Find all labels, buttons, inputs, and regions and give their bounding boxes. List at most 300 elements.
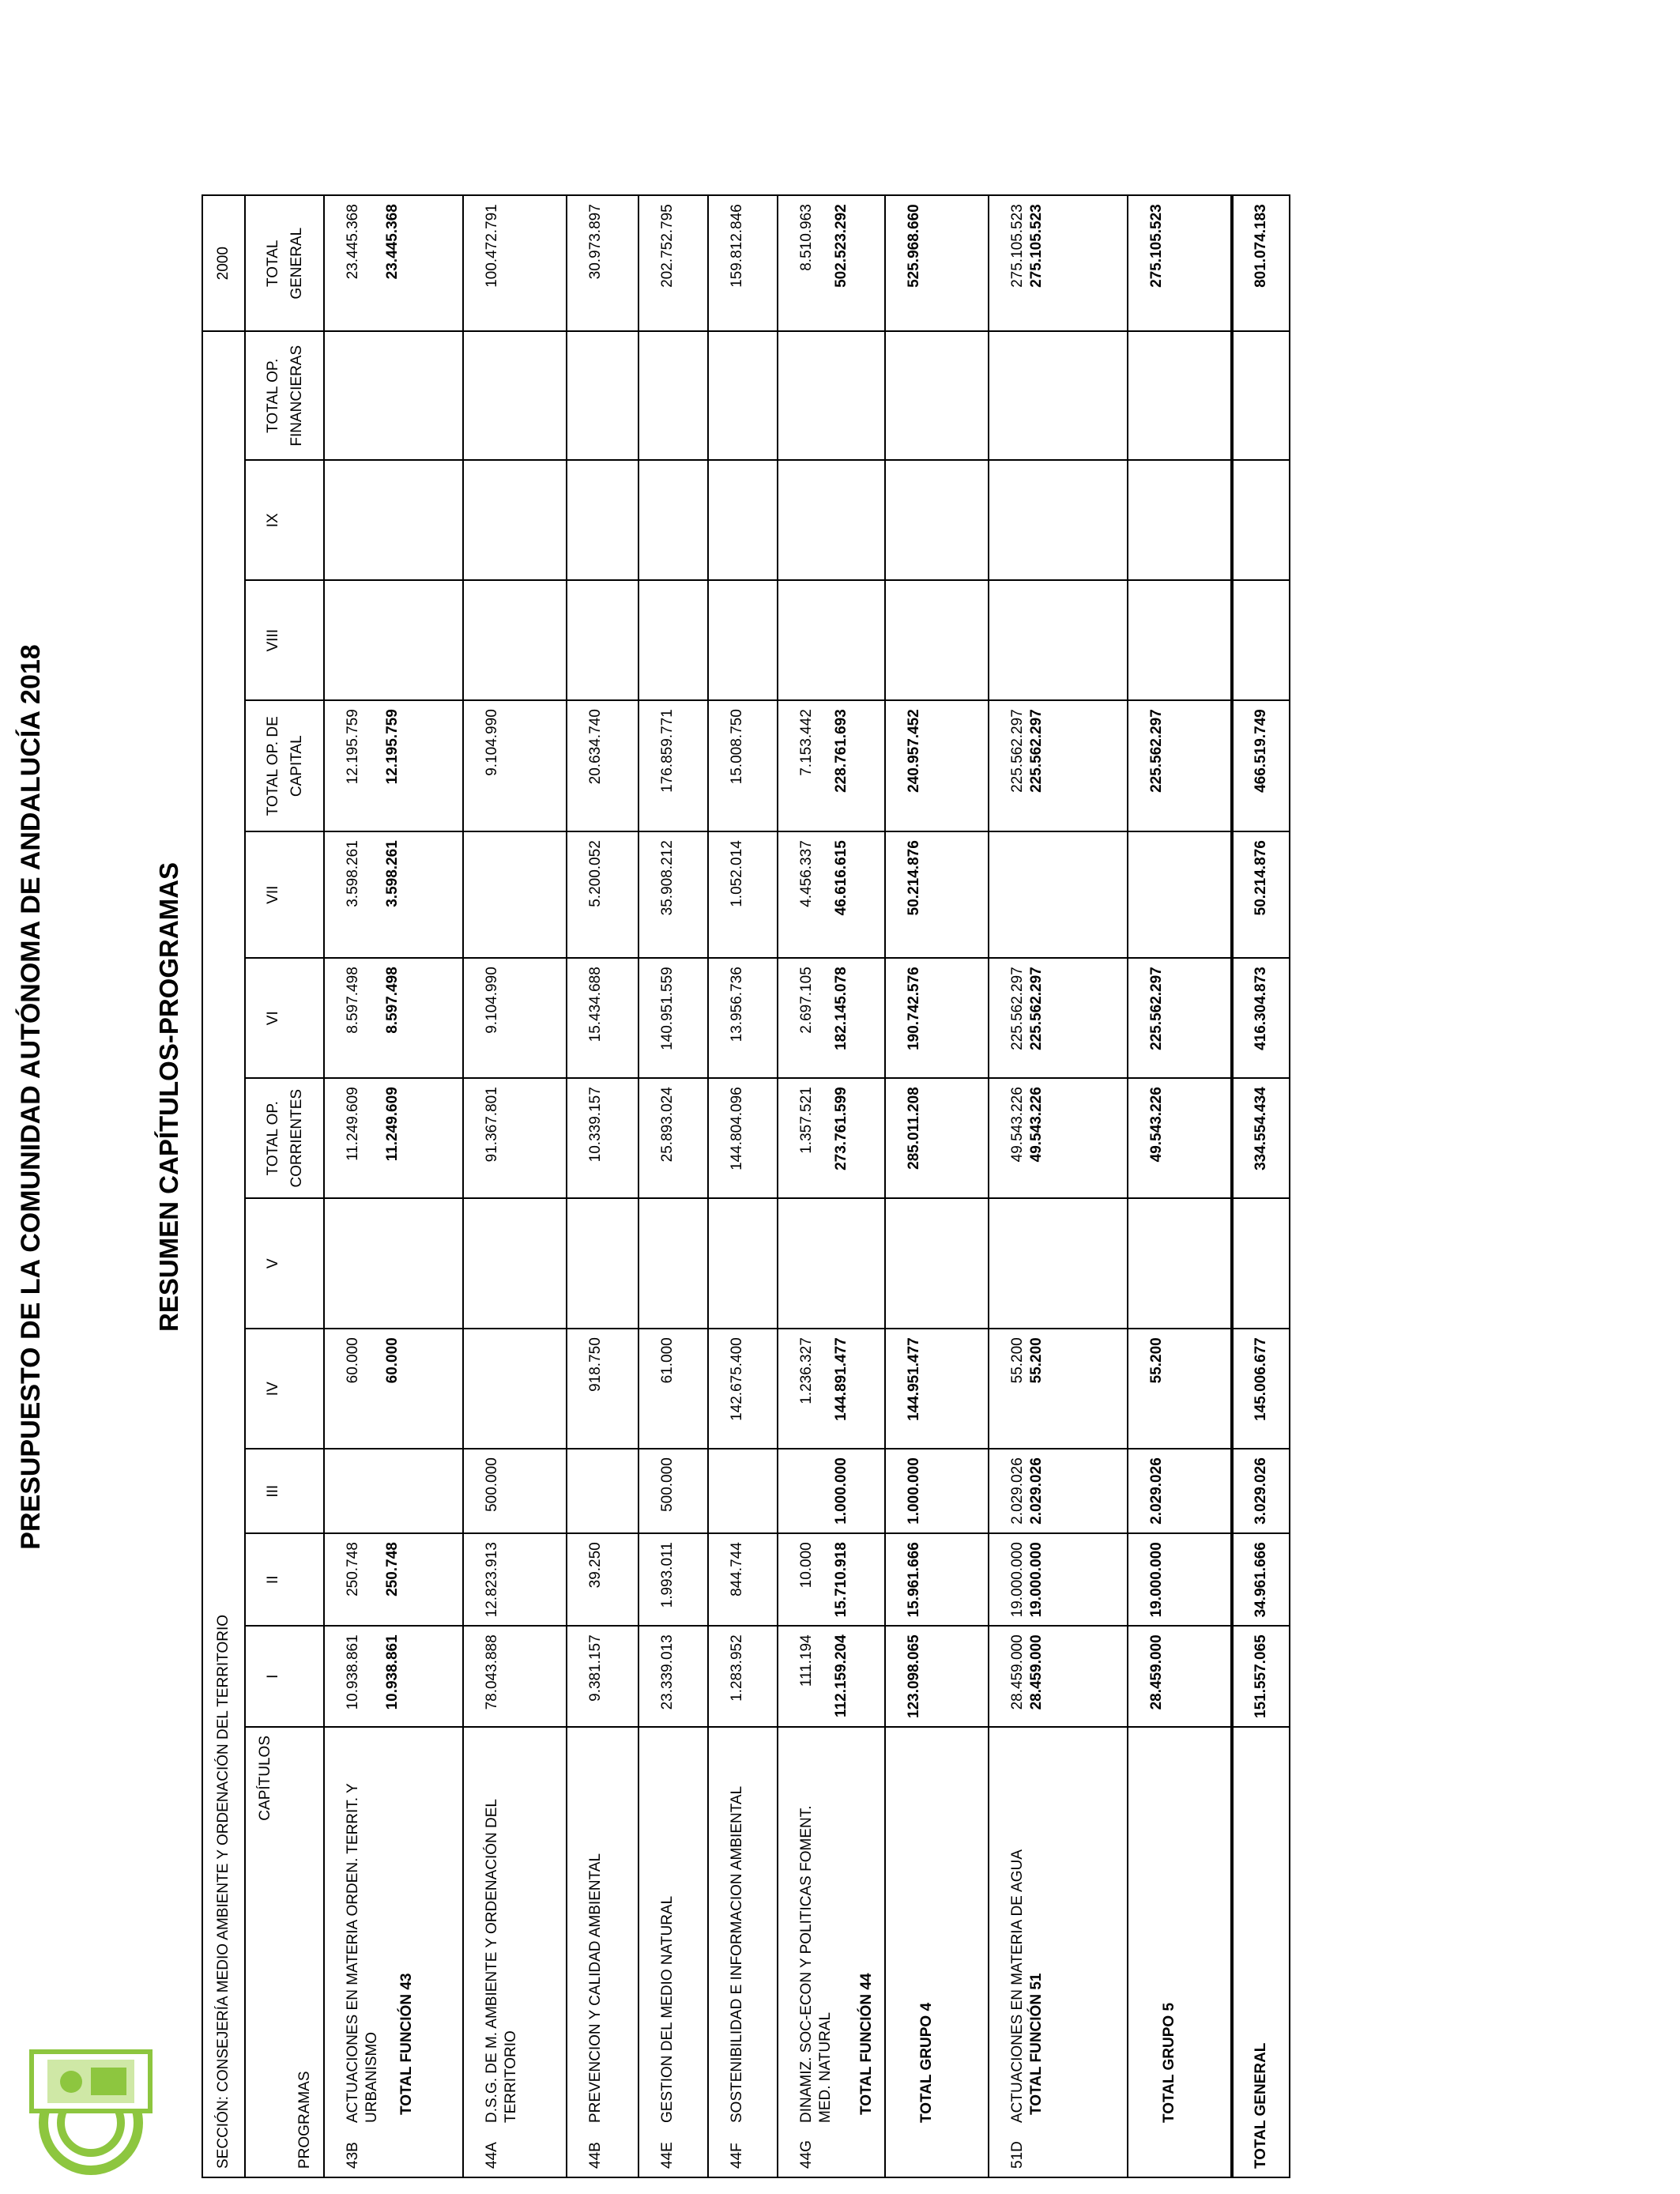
header-total-corrientes (245, 1078, 324, 1198)
program-code: 44B (587, 2142, 604, 2169)
value-cell (885, 1626, 989, 1727)
cell-value: 2.029.026 (1028, 1457, 1045, 1525)
value-cell (324, 1449, 463, 1533)
value-cell (778, 331, 885, 460)
program-name: ACTUACIONES EN MATERIA ORDEN. TERRIT. Y URBANISMO (345, 1783, 380, 2123)
cell-value: 10.938.861 (384, 1634, 401, 1710)
cell-value: 19.000.000 (1009, 1542, 1026, 1618)
value-cell (885, 958, 989, 1078)
value-cell (324, 1626, 463, 1727)
total-line (397, 1736, 416, 2169)
value-cell (778, 958, 885, 1078)
value-cell (778, 1533, 885, 1626)
cell-value (1147, 589, 1166, 692)
cell-value: 2.029.026 (1009, 1457, 1026, 1525)
value-cell (989, 700, 1128, 831)
cell-value: 144.951.477 (906, 1337, 922, 1421)
cell-value: 275.105.523 (1148, 204, 1165, 288)
table-row (885, 195, 989, 2177)
cell-value: 112.159.204 (833, 1634, 849, 1717)
value-cell (778, 1626, 885, 1727)
value-cell (567, 1078, 638, 1198)
value-cell (1128, 1078, 1232, 1198)
value-cell (708, 958, 778, 1078)
value-cell (1232, 1198, 1290, 1329)
program-name: TOTAL GRUPO 4 (918, 2002, 935, 2123)
total-line (1027, 1736, 1046, 2169)
cell-value: 225.562.297 (1028, 709, 1045, 793)
cell-value: 49.543.226 (1148, 1087, 1165, 1163)
cell-value: 225.562.297 (1009, 709, 1026, 793)
value-cell (324, 700, 463, 831)
program-line (797, 1736, 835, 2169)
cell-value: 3.598.261 (345, 840, 361, 907)
value-cell (324, 958, 463, 1078)
cell-value: 502.523.292 (833, 204, 849, 288)
value-cell (1128, 460, 1232, 580)
cell-value: 10.339.157 (587, 1087, 604, 1163)
value-cell (463, 958, 567, 1078)
value-cell (324, 195, 463, 331)
value-cell (463, 1626, 567, 1727)
program-name: GESTION DEL MEDIO NATURAL (659, 1895, 676, 2123)
value-cell (567, 1533, 638, 1626)
value-cell (885, 1533, 989, 1626)
program-line (483, 1736, 521, 2169)
value-cell (638, 1449, 708, 1533)
cell-value (1027, 1207, 1046, 1320)
cell-value (344, 340, 363, 451)
cell-value (905, 589, 924, 692)
value-cell (324, 1198, 463, 1329)
value-cell (1232, 460, 1290, 580)
value-cell (1128, 831, 1232, 958)
value-cell (638, 195, 708, 331)
value-cell (1232, 700, 1290, 831)
cell-value (832, 469, 851, 571)
cell-value: 55.200 (1028, 1337, 1045, 1384)
cell-value: 15.961.666 (906, 1542, 922, 1618)
cell-value (797, 1457, 816, 1525)
program-cell (1232, 1727, 1290, 2177)
cell-value: 100.472.791 (484, 204, 500, 288)
table-row (324, 195, 463, 2177)
cell-value: 50.214.876 (906, 840, 922, 916)
value-cell (463, 580, 567, 700)
value-cell (1232, 195, 1290, 331)
value-cell (1128, 1533, 1232, 1626)
cell-value: 30.973.897 (587, 204, 604, 280)
cell-value: 34.961.666 (1252, 1542, 1269, 1618)
value-cell (885, 195, 989, 331)
cell-value: 7.153.442 (798, 709, 815, 776)
value-cell (778, 195, 885, 331)
cell-value (905, 469, 924, 571)
value-cell (989, 460, 1128, 580)
value-cell (989, 1449, 1128, 1533)
cell-value: 78.043.888 (484, 1634, 500, 1710)
value-cell (638, 331, 708, 460)
value-cell (1128, 580, 1232, 700)
header-c2: II (245, 1533, 324, 1626)
cell-value: 23.339.013 (659, 1634, 676, 1710)
cell-value: 801.074.183 (1252, 204, 1269, 288)
table-row (1232, 195, 1290, 2177)
cell-value: 273.761.599 (833, 1087, 849, 1171)
value-cell (708, 1198, 778, 1329)
cell-value (483, 1207, 502, 1320)
cell-value (658, 1207, 677, 1320)
header-programas-label: PROGRAMAS (296, 2071, 313, 2169)
cell-value: 11.249.609 (384, 1087, 401, 1162)
program-name: TOTAL FUNCIÓN 51 (1028, 1973, 1045, 2115)
program-line (586, 1736, 605, 2169)
cell-value: 275.105.523 (1009, 204, 1026, 288)
program-cell (324, 1727, 463, 2177)
cell-value (905, 340, 924, 451)
cell-value (728, 340, 747, 451)
program-name: TOTAL GENERAL (1252, 2042, 1269, 2169)
cell-value (344, 589, 363, 692)
value-cell (324, 460, 463, 580)
year-label: 2000 (215, 247, 232, 281)
value-cell (989, 831, 1128, 958)
value-cell (885, 1198, 989, 1329)
cell-value (344, 1207, 363, 1320)
page-subtitle: RESUMEN CAPÍTULOS-PROGRAMAS (154, 861, 183, 1333)
cell-value (728, 589, 747, 692)
section-cell (202, 331, 245, 2177)
cell-value (728, 1207, 747, 1320)
value-cell (1128, 1198, 1232, 1329)
cell-value: 49.543.226 (1028, 1087, 1045, 1163)
cell-value: 918.750 (587, 1337, 604, 1392)
value-cell (463, 195, 567, 331)
header-c4: IV (245, 1329, 324, 1449)
cell-value (1008, 589, 1027, 692)
cell-value: 10.938.861 (345, 1634, 361, 1710)
cell-value (383, 340, 402, 451)
cell-value (483, 1337, 502, 1440)
cell-value: 3.029.026 (1252, 1457, 1269, 1525)
header-tfin2: FINANCIERAS (288, 345, 305, 447)
value-cell (638, 1078, 708, 1198)
cell-value: 23.445.368 (384, 204, 401, 280)
cell-value (586, 469, 605, 571)
cell-value: 1.052.014 (729, 840, 745, 907)
header-total-capital (245, 700, 324, 831)
cell-value: 500.000 (484, 1457, 500, 1512)
cell-value: 500.000 (659, 1457, 676, 1512)
table-row (463, 195, 567, 2177)
cell-value: 1.000.000 (906, 1457, 922, 1525)
cell-value (383, 1207, 402, 1320)
cell-value: 39.250 (587, 1542, 604, 1589)
total-line (1160, 1736, 1179, 2169)
table-row (567, 195, 638, 2177)
cell-value: 15.710.918 (833, 1542, 849, 1618)
cell-value: 142.675.400 (729, 1337, 745, 1421)
cell-value: 46.616.615 (833, 840, 849, 916)
header-tg1: TOTAL (265, 239, 281, 287)
cell-value (797, 469, 816, 571)
program-line (658, 1736, 677, 2169)
value-cell (638, 1533, 708, 1626)
cell-value (797, 1207, 816, 1320)
program-cell (1128, 1727, 1232, 2177)
cell-value: 12.195.759 (345, 709, 361, 785)
value-cell (1232, 958, 1290, 1078)
cell-value (1027, 840, 1046, 949)
cell-value (1147, 840, 1166, 949)
value-cell (567, 700, 638, 831)
cell-value (1252, 589, 1271, 692)
header-total-general (245, 195, 324, 331)
cell-value: 225.562.297 (1148, 709, 1165, 793)
cell-value: 5.200.052 (587, 840, 604, 907)
cell-value (586, 589, 605, 692)
value-cell (463, 1198, 567, 1329)
cell-value (1008, 340, 1027, 451)
header-c3: III (245, 1449, 324, 1533)
cell-value: 19.000.000 (1028, 1542, 1045, 1618)
value-cell (778, 831, 885, 958)
header-toc2: CORRIENTES (288, 1088, 305, 1188)
program-name: TOTAL FUNCIÓN 44 (858, 1973, 875, 2115)
cell-value: 8.510.963 (798, 204, 815, 271)
value-cell (708, 580, 778, 700)
page-title: PRESUPUESTO DE LA COMUNIDAD AUTÓNOMA DE ANDALUCÍA 2018 (16, 644, 46, 1550)
program-code: 51D (1009, 2141, 1026, 2169)
value-cell (989, 1329, 1128, 1449)
cell-value: 60.000 (384, 1337, 401, 1384)
cell-value: 844.744 (729, 1542, 745, 1596)
cell-value: 35.908.212 (659, 840, 676, 916)
cell-value: 12.195.759 (384, 709, 401, 785)
value-cell (1232, 1533, 1290, 1626)
cell-value (483, 840, 502, 949)
program-name: DINAMIZ. SOC-ECON Y POLITICAS FOMENT. MED. NATURAL (798, 1805, 834, 2123)
cell-value (797, 340, 816, 451)
cell-value (1252, 340, 1271, 451)
cell-value (728, 1457, 747, 1525)
cell-value (1008, 1207, 1027, 1320)
cell-value: 225.562.297 (1028, 967, 1045, 1050)
program-name: SOSTENIBILIDAD E INFORMACION AMBIENTAL (729, 1785, 745, 2123)
cell-value: 1.993.011 (659, 1542, 676, 1608)
cell-value (832, 1207, 851, 1320)
cell-value: 123.098.065 (906, 1634, 922, 1718)
year-cell (202, 195, 245, 331)
cell-value: 275.105.523 (1028, 204, 1045, 288)
value-cell (1232, 1449, 1290, 1533)
value-cell (778, 460, 885, 580)
value-cell (885, 331, 989, 460)
header-c7: VII (245, 831, 324, 958)
cell-value (383, 1457, 402, 1525)
header-toc1: TOTAL OP. (265, 1101, 281, 1176)
cell-value: 20.634.740 (587, 709, 604, 785)
cell-value (1008, 469, 1027, 571)
cell-value (658, 589, 677, 692)
value-cell (638, 460, 708, 580)
cell-value: 9.104.990 (484, 967, 500, 1034)
cell-value (383, 469, 402, 571)
header-tg2: GENERAL (288, 227, 305, 300)
header-programas (245, 1727, 324, 2177)
program-cell (567, 1727, 638, 2177)
cell-value: 334.554.434 (1252, 1087, 1269, 1171)
cell-value: 12.823.913 (484, 1542, 500, 1618)
cell-value (797, 589, 816, 692)
value-cell (324, 331, 463, 460)
value-cell (638, 1626, 708, 1727)
cell-value: 145.006.677 (1252, 1337, 1269, 1421)
total-line (917, 1736, 936, 2169)
cell-value (905, 1207, 924, 1320)
cell-value (1027, 469, 1046, 571)
value-cell (885, 1078, 989, 1198)
cell-value: 11.249.609 (345, 1087, 361, 1161)
value-cell (708, 831, 778, 958)
program-code: 44E (659, 2142, 676, 2169)
header-row (245, 195, 324, 2177)
value-cell (1128, 958, 1232, 1078)
value-cell (463, 331, 567, 460)
cell-value: 416.304.873 (1252, 967, 1269, 1050)
header-c1: I (245, 1626, 324, 1727)
cell-value (832, 340, 851, 451)
value-cell (708, 1449, 778, 1533)
cell-value: 240.957.452 (906, 709, 922, 793)
value-cell (989, 1198, 1128, 1329)
cell-value: 140.951.559 (659, 967, 676, 1050)
value-cell (567, 1449, 638, 1533)
cell-value (586, 1457, 605, 1525)
cell-value: 228.761.693 (833, 709, 849, 793)
cell-value (1147, 340, 1166, 451)
program-code: 44G (798, 2140, 815, 2169)
cell-value: 466.519.749 (1252, 709, 1269, 793)
value-cell (1232, 1626, 1290, 1727)
value-cell (989, 1533, 1128, 1626)
value-cell (989, 958, 1128, 1078)
cell-value (1147, 1207, 1166, 1320)
cell-value: 250.748 (384, 1542, 401, 1596)
value-cell (567, 195, 638, 331)
header-tfin1: TOTAL OP. (265, 358, 281, 433)
program-name: D.S.G. DE M. AMBIENTE Y ORDENACIÓN DEL TERRITORIO (484, 1799, 519, 2123)
cell-value: 50.214.876 (1252, 840, 1269, 916)
program-cell (463, 1727, 567, 2177)
value-cell (885, 460, 989, 580)
cell-value (1252, 469, 1271, 571)
table-row (989, 195, 1128, 2177)
program-code: 44A (484, 2142, 500, 2169)
value-cell (1232, 831, 1290, 958)
header-c6: VI (245, 958, 324, 1078)
value-cell (778, 1329, 885, 1449)
program-code: 44F (729, 2143, 745, 2169)
value-cell (708, 1626, 778, 1727)
value-cell (1232, 1078, 1290, 1198)
value-cell (885, 580, 989, 700)
header-tcap2: CAPITAL (288, 735, 305, 797)
value-cell (989, 195, 1128, 331)
value-cell (708, 460, 778, 580)
header-total-financieras (245, 331, 324, 460)
table-row (1128, 195, 1232, 2177)
value-cell (638, 958, 708, 1078)
cell-value: 8.597.498 (384, 967, 401, 1034)
value-cell (989, 580, 1128, 700)
value-cell (567, 958, 638, 1078)
cell-value: 1.000.000 (833, 1457, 849, 1525)
cell-value: 61.000 (659, 1337, 676, 1384)
value-cell (708, 1533, 778, 1626)
header-tcap1: TOTAL OP. DE (265, 716, 281, 816)
cell-value: 111.194 (798, 1634, 815, 1687)
cell-value (1027, 340, 1046, 451)
table-row (638, 195, 708, 2177)
value-cell (324, 580, 463, 700)
total-line (1252, 1736, 1271, 2169)
program-line (728, 1736, 747, 2169)
cell-value: 151.557.065 (1252, 1634, 1269, 1718)
cell-value (586, 1207, 605, 1320)
cell-value: 525.968.660 (906, 204, 922, 288)
value-cell (1128, 331, 1232, 460)
value-cell (638, 580, 708, 700)
section-label: SECCIÓN: CONSEJERÍA MEDIO AMBIENTE Y ORDENACIÓN DEL TERRITORIO (215, 1614, 232, 2169)
cell-value: 28.459.000 (1148, 1634, 1165, 1710)
value-cell (463, 700, 567, 831)
value-cell (324, 1078, 463, 1198)
value-cell (567, 580, 638, 700)
value-cell (885, 1449, 989, 1533)
value-cell (708, 1078, 778, 1198)
cell-value (1027, 589, 1046, 692)
value-cell (778, 1449, 885, 1533)
value-cell (567, 1329, 638, 1449)
cell-value: 15.008.750 (729, 709, 745, 785)
value-cell (1232, 331, 1290, 460)
cell-value: 3.598.261 (384, 840, 401, 907)
cell-value: 144.891.477 (833, 1337, 849, 1421)
cell-value: 1.357.521 (798, 1087, 815, 1154)
cell-value: 202.752.795 (659, 204, 676, 288)
value-cell (885, 700, 989, 831)
value-cell (324, 831, 463, 958)
program-line (344, 1736, 382, 2169)
cell-value: 19.000.000 (1148, 1542, 1165, 1618)
program-name: TOTAL FUNCIÓN 43 (398, 1973, 415, 2115)
header-c8: VIII (245, 580, 324, 700)
value-cell (708, 1329, 778, 1449)
value-cell (463, 460, 567, 580)
value-cell (708, 331, 778, 460)
cell-value (483, 340, 502, 451)
value-cell (1128, 1626, 1232, 1727)
cell-value: 8.597.498 (345, 967, 361, 1034)
cell-value: 225.562.297 (1009, 967, 1026, 1050)
value-cell (989, 1626, 1128, 1727)
cell-value: 2.029.026 (1148, 1457, 1165, 1525)
table-row (778, 195, 885, 2177)
cell-value: 4.456.337 (798, 840, 815, 907)
cell-value (383, 589, 402, 692)
value-cell (324, 1533, 463, 1626)
